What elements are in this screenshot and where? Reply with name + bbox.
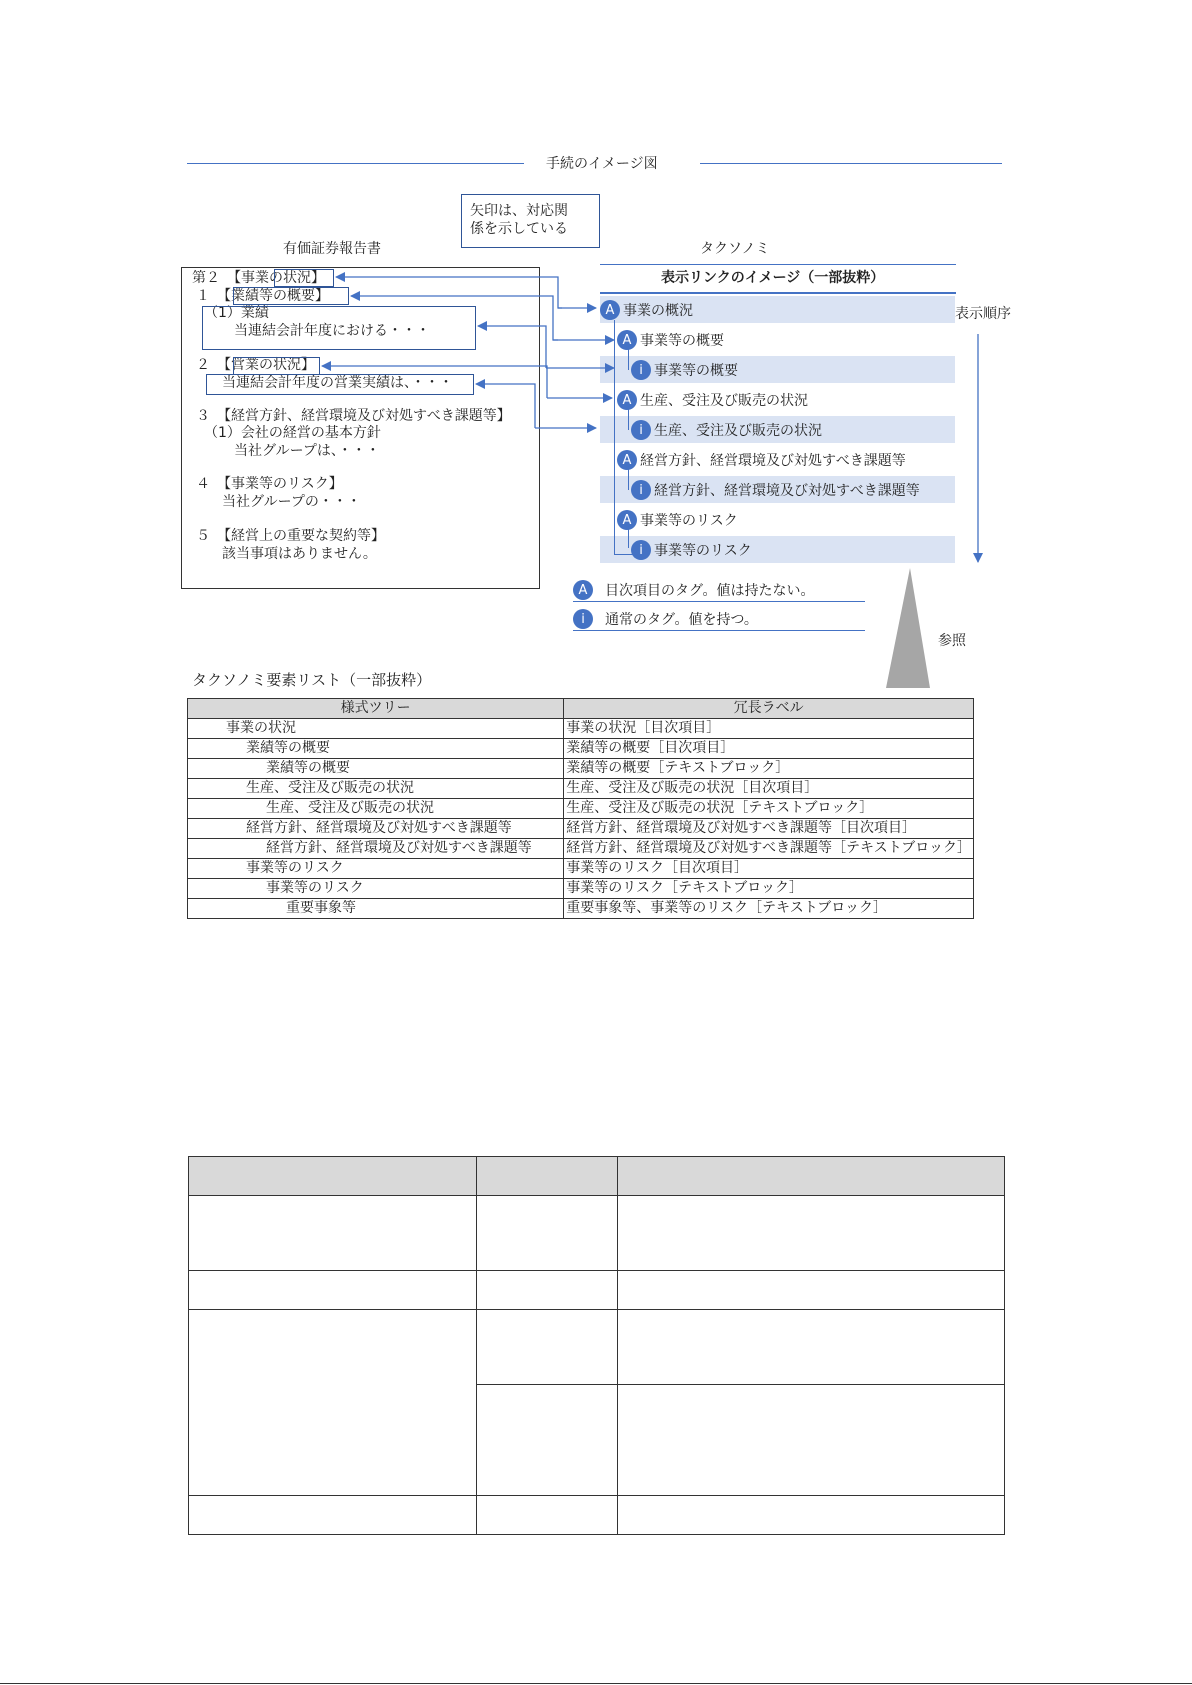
tree-node-label: 事業等の概要 [640,333,724,349]
column-header: 様式ツリー [188,699,564,719]
label-cell: 事業等のリスク［目次項目］ [564,859,974,879]
abstract-tag-icon: A [617,510,637,530]
table-cell [618,1385,1005,1496]
table-row [188,859,974,879]
taxonomy-heading: タクソノミ [700,241,770,257]
header-cell [618,1157,1005,1196]
tree-cell: 業績等の概要 [188,759,564,779]
note-line-2: 係を示している [470,221,568,237]
table-row [189,1271,1005,1310]
table-cell [189,1496,477,1535]
table-cell [477,1496,618,1535]
arrow-head-left [478,326,546,368]
report-line: ５ 【経営上の重要な契約等】 [196,528,385,544]
table-row [188,719,974,739]
label-cell: 重要事象等、事業等のリスク［テキストブロック］ [564,899,974,919]
report-line: ３ 【経営方針、経営環境及び対処すべき課題等】 [196,408,511,424]
tree-cell: 生産、受注及び販売の状況 [188,779,564,799]
table-row [188,779,974,799]
arrow-head-left [322,366,547,398]
connector-arrows [0,0,1192,700]
label-cell: 経営方針、経営環境及び対処すべき課題等［目次項目］ [564,819,974,839]
blank-table [188,1156,1005,1535]
table-cell [477,1385,618,1496]
item-tag-icon: i [631,360,651,380]
arrow-head-left [351,296,558,340]
tree-node-label: 経営方針、経営環境及び対処すべき課題等 [654,483,920,499]
table-row [189,1196,1005,1271]
element-list-table [187,698,974,919]
panel-title: 表示リンクのイメージ（一部抜粋） [661,270,885,286]
report-line: 該当事項はありません。 [222,546,377,562]
table-cell [189,1310,477,1496]
header-cell [189,1157,477,1196]
report-line: ２ 【営業の状況】 [196,357,315,373]
note-line-1: 矢印は、対応関 [470,203,568,219]
display-order-label: 表示順序 [955,306,1011,322]
table-row [188,819,974,839]
abstract-tag-icon: A [617,390,637,410]
report-heading: 有価証券報告書 [283,241,381,257]
label-cell: 経営方針、経営環境及び対処すべき課題等［テキストブロック］ [564,839,974,859]
table-row [188,899,974,919]
tree-node-label: 事業の概況 [623,303,693,319]
item-tag-icon: i [631,540,651,560]
column-header: 冗長ラベル [564,699,974,719]
label-cell: 生産、受注及び販売の状況［目次項目］ [564,779,974,799]
table-cell [618,1496,1005,1535]
report-line: 当社グループの・・・ [222,494,361,510]
item-tag-icon: i [573,609,593,629]
table-cell [477,1196,618,1271]
tree-node-label: 生産、受注及び販売の状況 [640,393,808,409]
tree-cell: 経営方針、経営環境及び対処すべき課題等 [188,839,564,859]
legend-label: 通常のタグ。値を持つ。 [605,612,758,628]
reference-wedge [886,568,930,688]
table-row [188,879,974,899]
table-row [189,1310,1005,1385]
report-line: ４ 【事業等のリスク】 [196,476,343,492]
report-line: （1）会社の経営の基本方針 [204,425,381,441]
tree-node-label: 事業等のリスク [654,543,752,559]
page-bottom-rule [0,1683,1192,1684]
element-list-heading: タクソノミ要素リスト（一部抜粋） [192,671,432,689]
tree-cell: 業績等の概要 [188,739,564,759]
abstract-tag-icon: A [617,450,637,470]
tree-node-label: 生産、受注及び販売の状況 [654,423,822,439]
table-cell [189,1271,477,1310]
report-line: 第２ 【事業の状況】 [192,270,325,286]
tree-cell: 経営方針、経営環境及び対処すべき課題等 [188,819,564,839]
report-line: （1）業績 [204,305,269,321]
abstract-tag-icon: A [617,330,637,350]
table-row [188,759,974,779]
tree-cell: 生産、受注及び販売の状況 [188,799,564,819]
tree-node-label: 事業等の概要 [654,363,738,379]
table-cell [618,1196,1005,1271]
report-line: 当連結会計年度における・・・ [234,323,430,339]
table-row [189,1496,1005,1535]
table-header-row [189,1157,1005,1196]
diagram-title: 手続のイメージ図 [546,156,658,172]
arrow-head-left [336,277,562,308]
label-cell: 事業の状況［目次項目］ [564,719,974,739]
tree-node-label: 事業等のリスク [640,513,738,529]
label-cell: 生産、受注及び販売の状況［テキストブロック］ [564,799,974,819]
abstract-tag-icon: A [600,300,620,320]
tree-cell: 重要事象等 [188,899,564,919]
table-row [188,839,974,859]
legend-label: 目次項目のタグ。値は持たない。 [605,583,815,599]
table-row [188,799,974,819]
report-line: 当社グループは、・・・ [234,443,380,459]
report-line: 当連結会計年度の営業実績は、・・・ [222,375,453,391]
table-cell [189,1196,477,1271]
report-line: １ 【業績等の概要】 [196,288,329,304]
label-cell: 業績等の概要［目次項目］ [564,739,974,759]
tree-cell: 事業の状況 [188,719,564,739]
tree-cell: 事業等のリスク [188,859,564,879]
table-cell [477,1271,618,1310]
header-cell [477,1157,618,1196]
item-tag-icon: i [631,480,651,500]
table-cell [618,1271,1005,1310]
table-cell [477,1310,618,1385]
abstract-tag-icon: A [573,580,593,600]
tree-cell: 事業等のリスク [188,879,564,899]
table-row [188,739,974,759]
item-tag-icon: i [631,420,651,440]
reference-label: 参照 [938,633,966,649]
label-cell: 業績等の概要［テキストブロック］ [564,759,974,779]
label-cell: 事業等のリスク［テキストブロック］ [564,879,974,899]
tree-node-label: 経営方針、経営環境及び対処すべき課題等 [640,453,906,469]
arrow-head-left [476,384,535,428]
table-cell [618,1310,1005,1385]
